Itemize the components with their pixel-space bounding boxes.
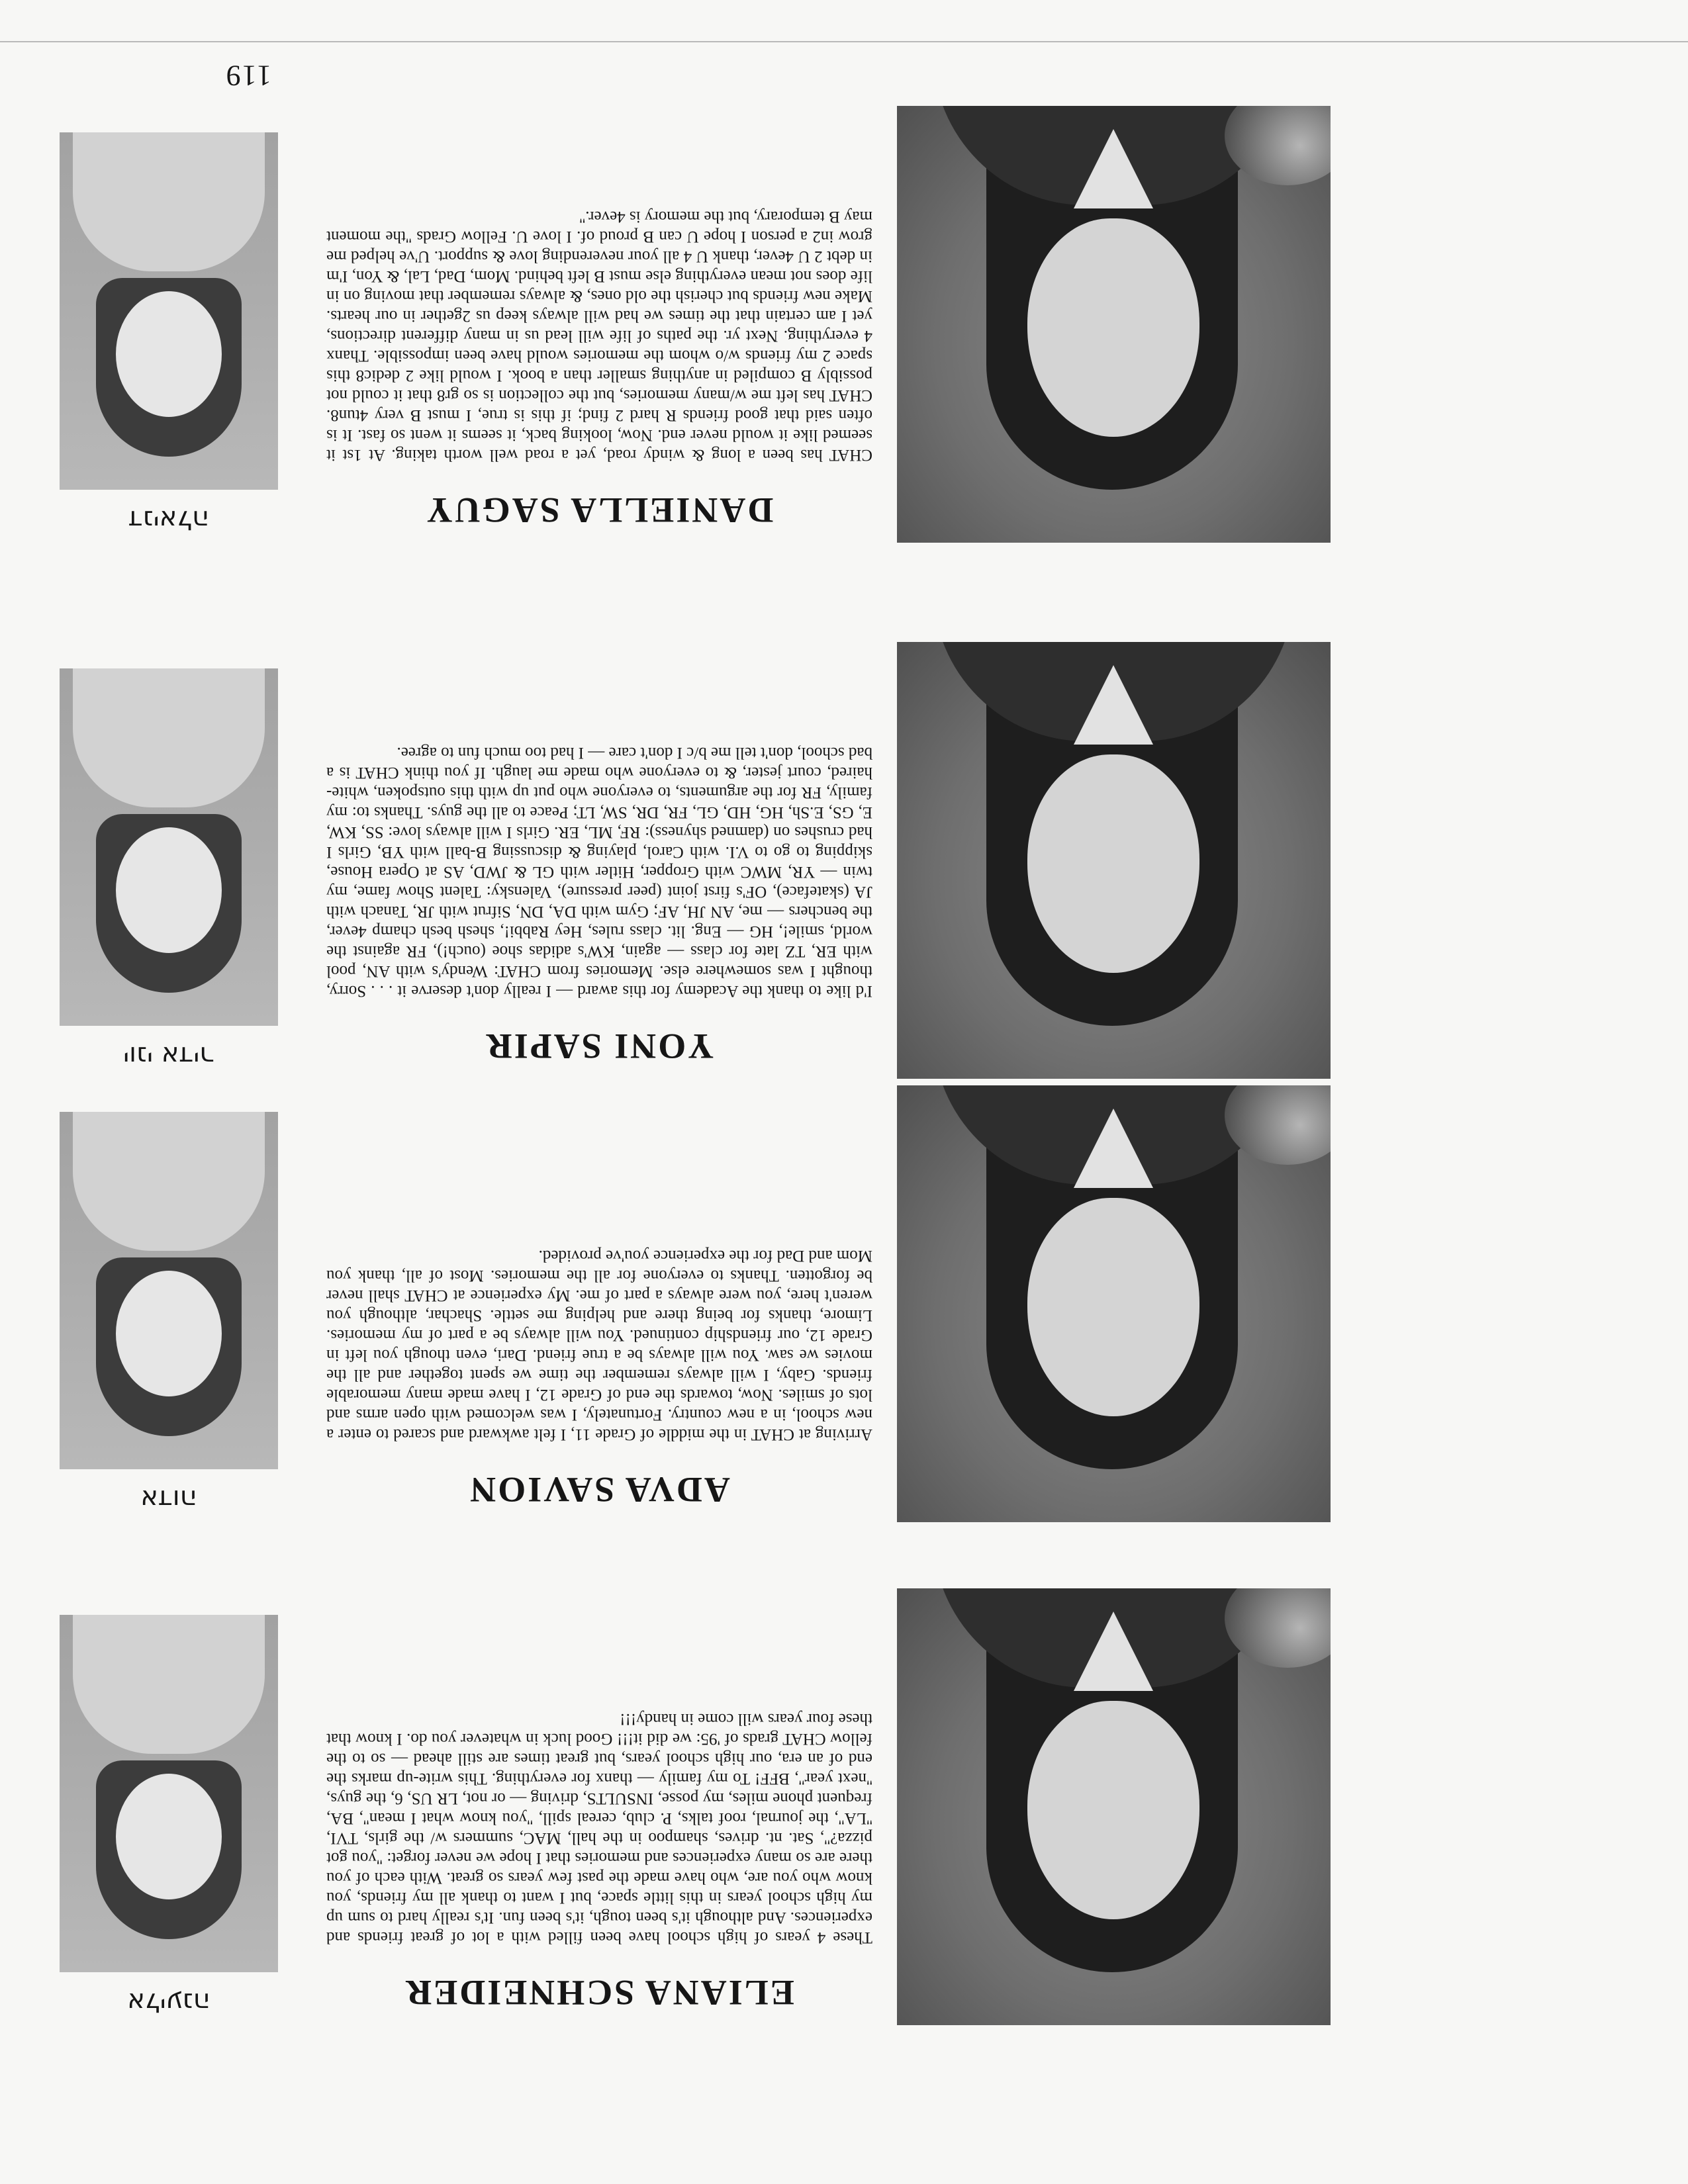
portrait-flowers — [1225, 1588, 1331, 1668]
student-entry — [0, 1588, 1688, 2025]
childhood-photo — [60, 132, 278, 490]
child-face — [116, 1774, 222, 1899]
student-essay: Arriving at CHAT in the middle of Grade 11, I felt awkward and scared to enter a new school, in a new country. Fortunately, I was welcomed with open arms and lots of smiles. Now, towards the end of Grade 12, I have made many memorable friends. Gaby, I will always remember the time we spent together and all the movies we saw. You will always be a true friend. Dari, even though you left in Grade 12, our friendship continued. You will always be a part of my memories. Limore, thanks for being there and helping me settle. Shachar, although you weren't here, you were always a part of me. My experience at CHAT shall never be forgotten. Thanks to everyone for all the memories. Most of all, thank you Mom and Dad for the experience you've provided. — [326, 1247, 872, 1443]
student-name: DANIELLA SAGUY — [424, 490, 774, 530]
student-entry — [0, 642, 1688, 1079]
senior-portrait-photo — [897, 642, 1331, 1079]
portrait-face — [1027, 1198, 1199, 1416]
student-essay: I'd like to thank the Academy for this award — I really don't deserve it . . . Sorry, thought I was somewhere else. Memories from CHAT: Wendy's with AN, pool with ER, TZ late for class — again, KW's adidas shoe (ouch!), FR against the world, smile!, HG — Eng. lit. class rules, Hey Rabbi!, shesh besh champ 4ever, the benchers — me, AN JH, AF; Gym with DA, DN, Sifrut with JR, Tanach with JA (skateface), OF's first joint (peer pressure), Valensky: Talent Show fame, my twin — YR, MWC with Gropper, Hitler with GL & JWD, AS at Opera House, skipping to go to V.I. with Carol, playing & discussing B-ball with YB, Girls I had crushes on (damned shyness): RF, ML, ER. Girls I will always love: SS, KW, E, GS, E.Sh, HG, HD, GL, FR, DR, SW, LT; Peace to all the guys. Thanks to: my family, FR for the arguments, to everyone who put up with this outspoken, white-haired, court jester, & to everyone who made me laugh. If you think CHAT is a bad school, don't tell me b/c I don't care — I had too much fun to agree. — [326, 744, 872, 1000]
student-hebrew-name: אדוה — [140, 1484, 197, 1514]
portrait-face — [1027, 754, 1199, 973]
student-entry — [0, 1085, 1688, 1522]
portrait-flowers — [1225, 1085, 1331, 1165]
childhood-photo — [60, 668, 278, 1026]
scan-edge-line — [0, 41, 1688, 42]
senior-portrait-photo — [897, 106, 1331, 543]
student-hebrew-name: אליענה — [127, 1987, 211, 2017]
student-name: ADVA SAVION — [468, 1470, 730, 1510]
page-number: 119 — [224, 60, 271, 92]
child-body — [73, 132, 265, 271]
senior-portrait-photo — [897, 1085, 1331, 1522]
child-face — [116, 1271, 222, 1396]
childhood-photo — [60, 1112, 278, 1469]
child-face — [116, 827, 222, 953]
childhood-photo — [60, 1615, 278, 1972]
child-body — [73, 1112, 265, 1251]
portrait-face — [1027, 218, 1199, 437]
student-hebrew-name: יוני אדיר — [123, 1040, 214, 1071]
child-face — [116, 291, 222, 417]
student-essay: These 4 years of high school have been filled with a lot of great friends and experiences. And although it's been tough, it's been fun. It's really hard to sum up my high school years in this little space, but I want to thank all my friends, you know who you are, who have made the past few years so great. With each of you there are so many experiences and memories that I hope we never forget: ''you got pizza?'', Sat. nt. drives, shampoo in the hall, MAC, summers w/ the girls, TVI, ''LA'', the journal, roof talks, P. club, cereal spill, ''you know what I mean'', BA, frequent phone miles, my posse, INSULTS, driving — or not, LR US, 6, the guys, ''next year'', BFF! To my family — thanx for everything. This write-up marks the end of an era, our high school years, but great times are still ahead — so to the fellow CHAT grads of '95: we did it!!! Good luck in whatever you do. I know that these four years will come in handy!!! — [326, 1710, 872, 1946]
student-essay: CHAT has been a long & windy road, yet a road well worth taking. At 1st it seemed like it would never end. Now, looking back, it seems it went so fast. It is often said that good friends R hard 2 find; if this is true, I must B very 4tun8. CHAT has left me w/many memories, but the collection is so gr8 that it could not possibly B compiled in anything smaller than a book. I would like 2 dedic8 this space 2 my friends w/o whom the memories would have been impossible. Thanx 4 everything. Next yr. the paths of life will lead us in many different directions, yet I am certain that the times we had will always keep us 2gether in our hearts. Make new friends but cherish the old ones, & always remember that moving on in life does not mean everything else must B left behind. Mom, Dad, Lal, & Yon, I'm in debt 2 U 4ever, thank U 4 all your neverending love & support. U've helped me grow in2 a person I hope U can B proud of. I love U. Fellow Grads ''the moment may B temporary, but the memory is 4ever.'' — [326, 208, 872, 464]
senior-portrait-photo — [897, 1588, 1331, 2025]
student-name: YONI SAPIR — [484, 1026, 714, 1066]
student-hebrew-name: דניאלה — [128, 504, 210, 535]
student-name: ELIANA SCHNEIDER — [404, 1973, 794, 2013]
student-entry — [0, 106, 1688, 543]
portrait-flowers — [1225, 106, 1331, 185]
child-body — [73, 1615, 265, 1754]
child-body — [73, 668, 265, 807]
portrait-face — [1027, 1701, 1199, 1919]
